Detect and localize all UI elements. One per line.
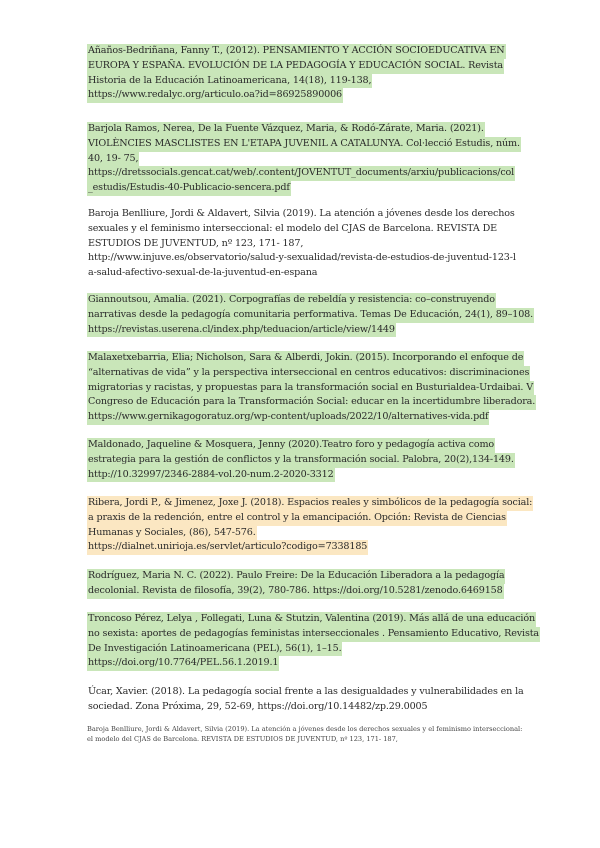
reference-entry [87, 569, 527, 599]
reference-line[interactable]: https://dretssocials.gencat.cat/web/.content/JOVENTUT_documents/arxiu/publicacions/col [87, 166, 515, 181]
reference-line: VIOLÈNCIES MASCLISTES EN L'ETAPA JUVENIL A CATALUNYA. Col·lecció Estudis, núm. [87, 137, 521, 152]
footnote-line: Baroja Benlliure, Jordi & Aldavert, Silvia (2019). La atención a jóvenes desde los derechos sexuales y el feminismo interseccional: [87, 725, 523, 733]
reference-line[interactable]: a-salud-afectivo-sexual-de-la-juventud-en-espana [88, 267, 318, 279]
reference-line: Maldonado, Jaqueline & Mosquera, Jenny (2020).Teatro foro y pedagogía activa como [87, 438, 495, 453]
reference-line[interactable]: _estudis/Estudis-40-Publicacio-sencera.pdf [87, 181, 291, 196]
footnote-line: el modelo del CJAS de Barcelona. REVISTA DE ESTUDIOS DE JUVENTUD, nº 123, 171- 187, [87, 735, 398, 743]
reference-line: 40, 19- 75, [87, 152, 139, 167]
reference-line[interactable]: https://dialnet.unirioja.es/servlet/articulo?codigo=7338185 [87, 540, 368, 555]
reference-line[interactable]: decolonial. Revista de filosofía, 39(2), 780-786. https://doi.org/10.5281/zenodo.6469158 [87, 584, 504, 599]
reference-line[interactable]: http://10.32997/2346-2884-vol.20-num.2-2020-3312 [87, 468, 335, 483]
reference-entry [87, 207, 527, 281]
reference-entry [87, 685, 527, 715]
reference-line: Úcar, Xavier. (2018). La pedagogía social frente a las desigualdades y vulnerabilidades en la [88, 686, 524, 697]
reference-line: “alternativas de vida” y la perspectiva interseccional en centros educativos: discriminaciones [87, 366, 530, 381]
reference-line: Baroja Benlliure, Jordi & Aldavert, Silvia (2019). La atención a jóvenes desde los derechos [88, 208, 515, 219]
reference-line: Barjola Ramos, Nerea, De la Fuente Vázquez, Maria, & Rodó-Zárate, Maria. (2021). [87, 122, 485, 137]
reference-entry [87, 293, 534, 337]
reference-line: migratorias y racistas, y propuestas para la transformación social en Busturialdea-Urdaibai. V [87, 381, 534, 396]
reference-line: Troncoso Pérez, Lelya , Follegati, Luna & Stutzin, Valentina (2019). Más allá de una educación [87, 612, 536, 627]
reference-line[interactable]: https://revistas.userena.cl/index.php/teduacion/article/view/1449 [87, 323, 396, 338]
reference-entry [87, 351, 536, 425]
reference-line: a praxis de la redención, entre el control y la emancipación. Opción: Revista de Ciencias [87, 511, 507, 526]
reference-line[interactable]: http://www.injuve.es/observatorio/salud-y-sexualidad/revista-de-estudios-de-juventud-123-l [88, 252, 516, 264]
reference-line[interactable]: https://www.redalyc.org/articulo.oa?id=86925890006 [87, 88, 343, 103]
reference-line: estrategia para la gestión de conflictos y la transformación social. Palobra, 20(2),134-149. [87, 453, 515, 468]
reference-line: Ribera, Jordi P., & Jimenez, Joxe J. (2018). Espacios reales y simbólicos de la pedagogía social: [87, 496, 533, 511]
reference-line: narrativas desde la pedagogía comunitaria performativa. Temas De Educación, 24(1), 89–108. [87, 308, 534, 323]
reference-line: EUROPA Y ESPAÑA. EVOLUCIÓN DE LA PEDAGOGÍA Y EDUCACIÓN SOCIAL. Revista [87, 59, 504, 74]
reference-entry [87, 122, 527, 196]
reference-line: Humanas y Sociales, (86), 547-576. [87, 526, 257, 541]
reference-line: ESTUDIOS DE JUVENTUD, nº 123, 171- 187, [88, 237, 304, 249]
reference-entry [87, 612, 539, 671]
reference-line[interactable]: https://doi.org/10.7764/PEL.56.1.2019.1 [87, 656, 279, 671]
reference-line: sexuales y el feminismo interseccional: el modelo del CJAS de Barcelona. REVISTA DE [88, 222, 497, 234]
reference-line: no sexista: aportes de pedagogías feministas interseccionales . Pensamiento Educativo, Revista [87, 627, 540, 642]
reference-line: Giannoutsou, Amalia. (2021). Corpografías de rebeldía y resistencia: co–construyendo [87, 293, 496, 308]
footnote [87, 724, 527, 744]
reference-line[interactable]: sociedad. Zona Próxima, 29, 52-69, https://doi.org/10.14482/zp.29.0005 [88, 700, 428, 712]
reference-entry [87, 438, 527, 482]
reference-line: De Investigación Latinoamericana (PEL), 56(1), 1–15. [87, 642, 342, 657]
reference-line: Congreso de Educación para la Transformación Social: educar en la incertidumbre liberadora. [87, 395, 536, 410]
reference-line[interactable]: https://www.gernikagogoratuz.org/wp-content/uploads/2022/10/alternatives-vida.pdf [87, 410, 489, 425]
reference-line: Añaños-Bedriñana, Fanny T., (2012). PENSAMIENTO Y ACCIÓN SOCIOEDUCATIVA EN [87, 44, 506, 59]
reference-line: Rodríguez, Maria N. C. (2022). Paulo Freire: De la Educación Liberadora a la pedagogía [87, 569, 505, 584]
reference-entry [87, 496, 533, 555]
reference-line: Historia de la Educación Latinoamericana, 14(18), 119-138, [87, 74, 372, 89]
reference-entry [87, 44, 527, 103]
reference-line: Malaxetxebarria, Elia; Nicholson, Sara & Alberdi, Jokin. (2015). Incorporando el enfoque de [87, 351, 524, 366]
